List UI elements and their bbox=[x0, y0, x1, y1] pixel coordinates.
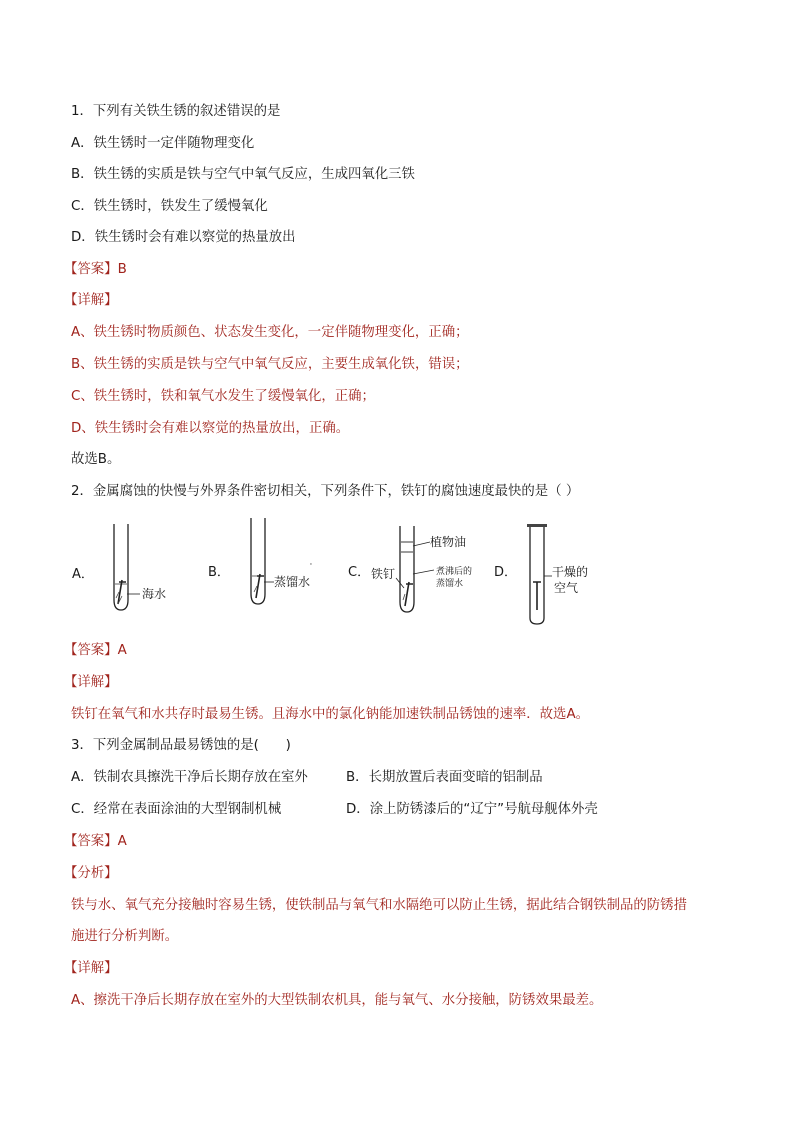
test-tube-c bbox=[400, 526, 414, 612]
q3-option-d: D．涂上防锈漆后的“辽宁”号航母舰体外壳 bbox=[346, 802, 598, 817]
q1-detail-a: A、铁生锈时物质颜色、状态发生变化，一定伴随物理变化，正确； bbox=[71, 325, 469, 340]
fig-a-label: 海水 bbox=[142, 587, 167, 601]
fig-b-label: 蒸馏水 bbox=[274, 575, 311, 589]
q2-answer bbox=[64, 642, 127, 660]
q1-stem: 1．下列有关铁生锈的叙述错误的是 bbox=[71, 104, 281, 119]
q1-detail-c: C、铁生锈时，铁和氧气水发生了缓慢氧化，正确； bbox=[71, 389, 375, 404]
fig-d-label-1: 干燥的 bbox=[552, 565, 589, 579]
q1-option-d: D．铁生锈时会有难以察觉的热量放出 bbox=[71, 230, 296, 245]
q2-test-tube-figure bbox=[60, 512, 620, 630]
q1-option-b: B．铁生锈的实质是铁与空气中氧气反应，生成四氧化三铁 bbox=[71, 167, 415, 182]
nail-d bbox=[533, 582, 541, 610]
fig-c-water-label-2: 蒸馏水 bbox=[436, 579, 464, 589]
fig-c-nail-label: 铁钉 bbox=[371, 567, 396, 581]
q3-stem: 3．下列金属制品最易锈蚀的是( ) bbox=[71, 738, 291, 753]
q1-conclusion: 故选B。 bbox=[71, 452, 121, 467]
fig-c-water-label-1: 煮沸后的 bbox=[436, 567, 473, 577]
q3-detail: A、擦洗干净后长期存放在室外的大型铁制农机具，能与氧气、水分接触，防锈效果最差。 bbox=[71, 993, 603, 1008]
fig-d-letter: D． bbox=[494, 565, 518, 580]
test-tube-b bbox=[251, 518, 265, 604]
test-tube-a bbox=[114, 524, 128, 610]
q3-option-c: C．经常在表面涂油的大型钢制机械 bbox=[71, 802, 282, 817]
test-tube-d bbox=[527, 524, 547, 624]
q3-analysis-line1: 铁与水、氧气充分接触时容易生锈，使铁制品与氧气和水隔绝可以防止生锈，据此结合钢铁制品的防锈措 bbox=[71, 898, 687, 913]
q2-stem: 2．金属腐蚀的快慢与外界条件密切相关，下列条件下，铁钉的腐蚀速度最快的是（ ） bbox=[71, 484, 580, 499]
q1-detail-b: B、铁生锈的实质是铁与空气中氧气反应，主要生成氧化铁，错误； bbox=[71, 357, 469, 372]
q1-detail-label: 【详解】 bbox=[64, 293, 118, 308]
q2-detail-label: 【详解】 bbox=[64, 675, 118, 690]
q3-answer-value: A bbox=[117, 834, 127, 849]
q2-answer-label: 【答案】 bbox=[64, 643, 118, 658]
q1-answer-label: 【答案】 bbox=[64, 262, 118, 277]
nail-c bbox=[405, 582, 413, 606]
q1-detail-d: D、铁生锈时会有难以察觉的热量放出，正确。 bbox=[71, 421, 350, 436]
q3-option-b: B．长期放置后表面变暗的铝制品 bbox=[346, 770, 543, 785]
stopper bbox=[527, 524, 547, 527]
fig-b-tick: ' bbox=[310, 562, 312, 570]
nail-b bbox=[256, 574, 264, 598]
q2-detail: 铁钉在氧气和水共存时最易生锈。且海水中的氯化钠能加速铁制品锈蚀的速率．故选A。 bbox=[71, 707, 590, 722]
q1-option-a: A．铁生锈时一定伴随物理变化 bbox=[71, 136, 255, 151]
q2-answer-value: A bbox=[117, 643, 127, 658]
fig-a-letter: A． bbox=[72, 567, 94, 582]
q3-answer-label: 【答案】 bbox=[64, 834, 118, 849]
q1-answer bbox=[64, 261, 127, 279]
fig-c-letter: C． bbox=[348, 565, 371, 580]
q3-analysis-label: 【分析】 bbox=[64, 866, 118, 881]
q3-detail-label: 【详解】 bbox=[64, 961, 118, 976]
q1-answer-value: B bbox=[117, 262, 127, 277]
nail-a bbox=[118, 580, 126, 604]
q1-option-c: C．铁生锈时，铁发生了缓慢氧化 bbox=[71, 199, 268, 214]
q3-option-a: A．铁制农具擦洗干净后长期存放在室外 bbox=[71, 770, 308, 785]
fig-d-label-2: 空气 bbox=[554, 581, 579, 595]
fig-b-letter: B． bbox=[208, 565, 230, 580]
fig-c-oil-label: 植物油 bbox=[430, 535, 467, 549]
q3-answer bbox=[64, 833, 127, 851]
q3-analysis-line2: 施进行分析判断。 bbox=[71, 929, 179, 944]
